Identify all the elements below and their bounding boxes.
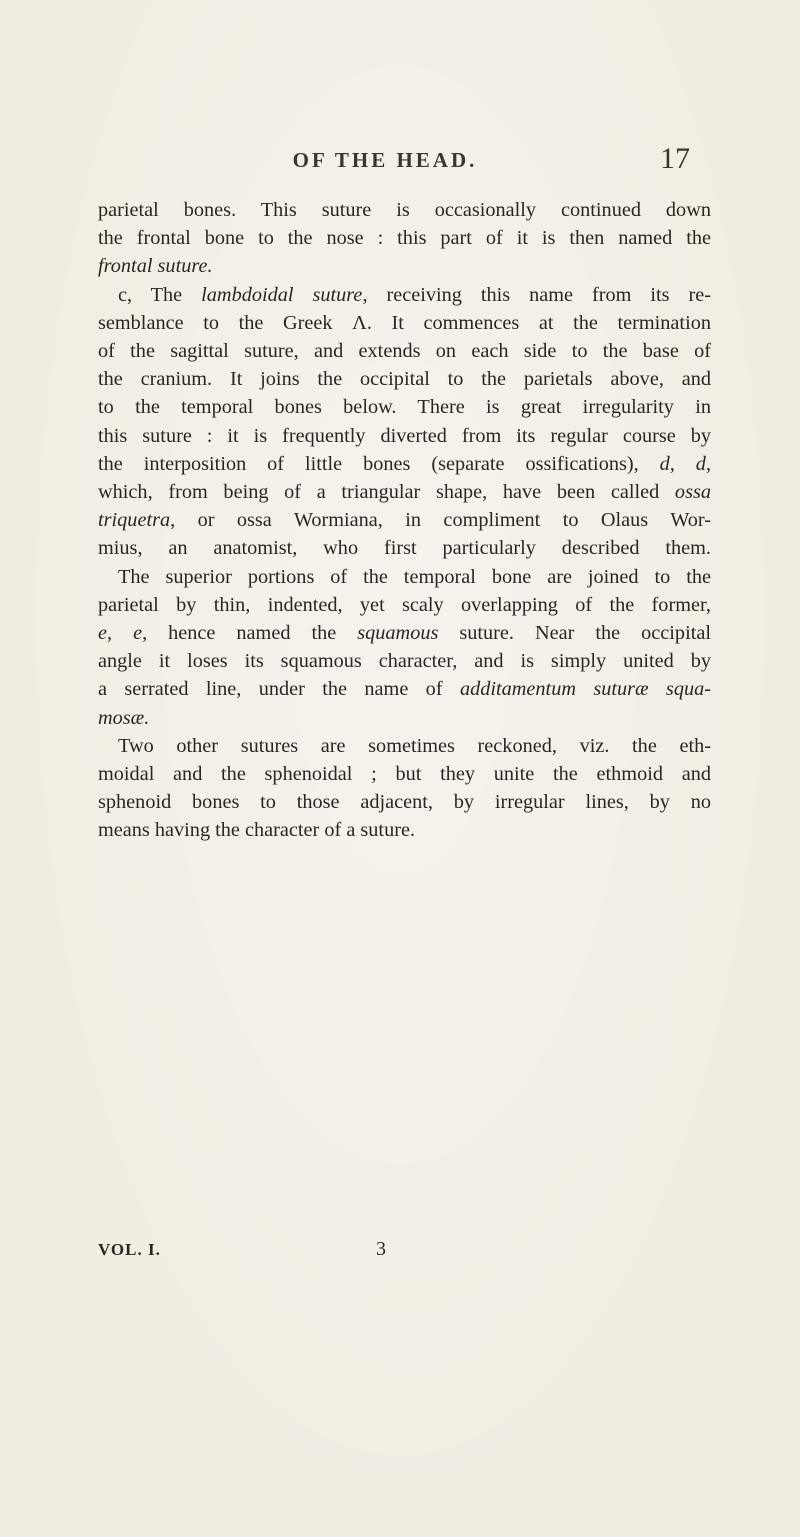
text-run: to the temporal bones below. There is great irregularity in [98, 396, 711, 419]
text-line [98, 422, 711, 450]
italic-term: additamentum suturæ squa- [459, 678, 711, 701]
text-line [98, 309, 711, 337]
text-run: c, The [118, 283, 202, 306]
text-run: the cranium. It joins the occipital to the parietals above, and [98, 368, 711, 391]
italic-term: e, e [98, 622, 143, 645]
text-run: a serrated line, under the name of [98, 678, 460, 701]
text-run: this suture : it is frequently diverted from its regular course by [98, 424, 711, 447]
text-line [98, 534, 711, 562]
text-run: , receiving this name from its re- [362, 283, 711, 306]
text-line [98, 788, 711, 816]
text-line [98, 675, 711, 703]
text-run: angle it loses its squamous character, and is simply united by [98, 650, 711, 673]
text-line [98, 732, 711, 760]
text-run: , hence named the [142, 622, 358, 645]
text-line [98, 196, 711, 224]
text-run: of the sagittal suture, and extends on each side to the base of [98, 340, 711, 363]
body-text [98, 196, 711, 845]
italic-term: triquetra [98, 509, 171, 532]
text-run: means having the character of a suture. [98, 819, 416, 842]
italic-term: mosæ. [98, 706, 150, 729]
italic-term: lambdoidal suture [201, 283, 363, 306]
text-line [98, 760, 711, 788]
text-line [98, 337, 711, 365]
text-run: semblance to the Greek Λ. It commences at the termination [98, 311, 711, 334]
text-run: sphenoid bones to those adjacent, by irregular lines, by no [98, 791, 711, 814]
italic-term: frontal suture. [98, 255, 213, 278]
text-run: parietal by thin, indented, yet scaly overlapping of the former, [98, 593, 711, 616]
text-line [98, 478, 711, 506]
text-line [98, 704, 711, 732]
text-line [98, 647, 711, 675]
text-run: moidal and the sphenoidal ; but they unite the ethmoid and [98, 763, 711, 786]
text-line [98, 506, 711, 534]
italic-term: squamous [357, 622, 439, 645]
text-line [98, 591, 711, 619]
text-line [98, 365, 711, 393]
text-run: mius, an anatomist, who first particularly described them. [98, 537, 711, 560]
text-line [98, 281, 711, 309]
signature-mark: 3 [376, 1238, 386, 1260]
page-number: 17 [660, 142, 690, 175]
text-run: , or ossa Wormiana, in compliment to Olaus Wor- [170, 509, 711, 532]
text-run: Two other sutures are sometimes reckoned, viz. the eth- [118, 734, 711, 757]
text-run: suture. Near the occipital [438, 622, 711, 645]
running-head [0, 142, 800, 178]
italic-term: d, d [659, 452, 706, 475]
text-run: which, from being of a triangular shape, have been called [98, 481, 675, 504]
text-run: the interposition of little bones (separate ossifications), [98, 452, 660, 475]
text-line [98, 619, 711, 647]
text-line [98, 224, 711, 252]
text-line [98, 563, 711, 591]
text-line [98, 450, 711, 478]
page-footer [0, 1240, 800, 1270]
text-line [98, 393, 711, 421]
text-line [98, 252, 711, 280]
text-run: the frontal bone to the nose : this part of it is then named the [98, 227, 711, 250]
text-line [98, 816, 711, 844]
text-run: , [705, 452, 712, 475]
text-run: The superior portions of the temporal bone are joined to the [118, 565, 711, 588]
text-run: parietal bones. This suture is occasionally continued down [98, 199, 711, 221]
running-title: OF THE HEAD. [292, 148, 478, 172]
volume-mark: VOL. I. [98, 1240, 161, 1259]
italic-term: ossa [674, 481, 711, 504]
